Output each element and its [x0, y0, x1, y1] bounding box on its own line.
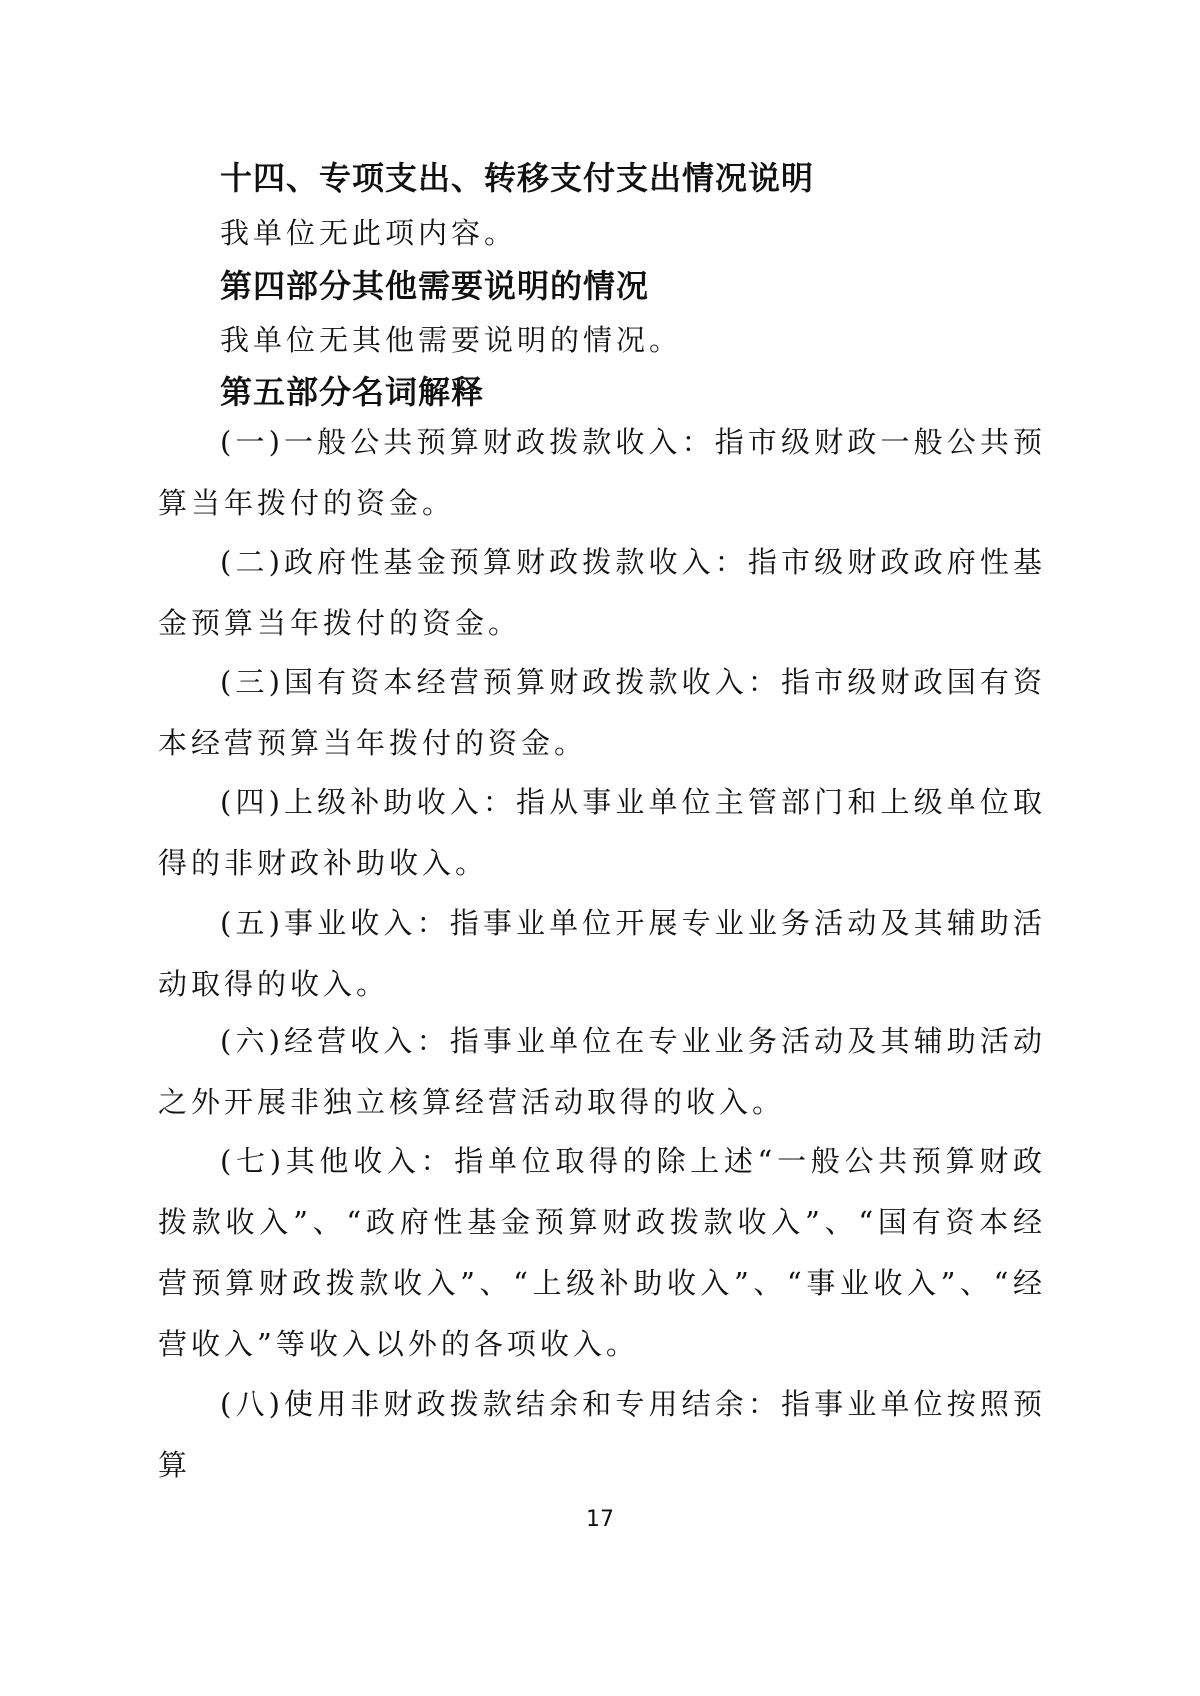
- page-number: 17: [586, 1507, 614, 1532]
- section-14-body: 我单位无此项内容。: [220, 216, 518, 250]
- definition-7: (七)其他收入：指单位取得的除上述“一般公共预算财政拨款收入”、“政府性基金预算财政拨款收入”、“国有资本经营预算财政拨款收入”、“上级补助收入”、“事业收入”、“经营收入”等收入以外的各项收入。: [158, 1144, 1046, 1361]
- definition-1: (一)一般公共预算财政拨款收入：指市级财政一般公共预算当年拨付的资金。: [158, 425, 1046, 520]
- definition-3: (三)国有资本经营预算财政拨款收入：指市级财政国有资本经营预算当年拨付的资金。: [158, 665, 1046, 760]
- part-5-heading: 第五部分名词解释: [220, 373, 485, 411]
- part-4-heading: 第四部分其他需要说明的情况: [220, 267, 650, 305]
- definition-4: (四)上级补助收入：指从事业单位主管部门和上级单位取得的非财政补助收入。: [158, 785, 1046, 880]
- definition-8: (八)使用非财政拨款结余和专用结余：指事业单位按照预算: [158, 1387, 1046, 1482]
- definition-5: (五)事业收入：指事业单位开展专业业务活动及其辅助活动取得的收入。: [158, 906, 1046, 1001]
- definition-6: (六)经营收入：指事业单位在专业业务活动及其辅助活动之外开展非独立核算经营活动取得的收入。: [158, 1024, 1046, 1119]
- section-14-heading: 十四、专项支出、转移支付支出情况说明: [220, 159, 815, 197]
- part-4-body: 我单位无其他需要说明的情况。: [220, 323, 683, 357]
- definition-2: (二)政府性基金预算财政拨款收入：指市级财政政府性基金预算当年拨付的资金。: [158, 545, 1046, 640]
